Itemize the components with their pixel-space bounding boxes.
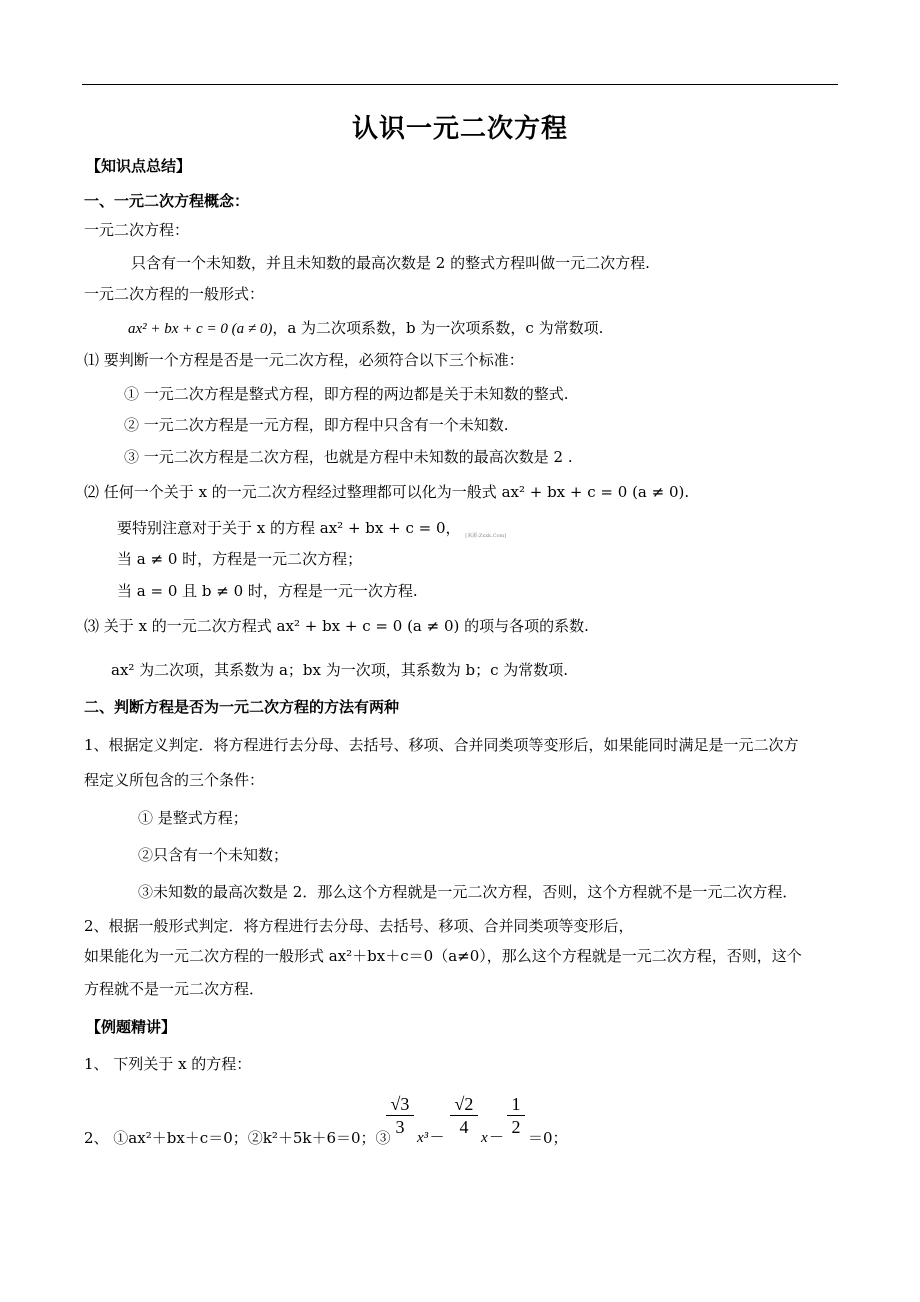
method-2-line-b: 如果能化为一元二次方程的一般形式 ax²＋bx＋c＝0（a≠0），那么这个方程就是一元二次方程，否则，这个	[84, 947, 802, 965]
point-2-number: ⑵	[84, 483, 100, 501]
fraction-3-denominator: 2	[511, 1117, 521, 1137]
fraction-1-numerator: √3	[390, 1094, 410, 1114]
point-2-text: 任何一个关于 x 的一元二次方程经过整理都可以化为一般式 ax² + bx + c = 0 (a ≠ 0).	[103, 483, 690, 501]
method-2-line-c: 方程就不是一元二次方程．	[84, 980, 265, 998]
point-3-text: 关于 x 的一元二次方程式 ax² + bx + c = 0 (a ≠ 0) 的项与各项的系数.	[103, 617, 589, 635]
point-1	[84, 350, 524, 370]
definition-text: 只含有一个未知数，并且未知数的最高次数是 2 的整式方程叫做一元二次方程.	[131, 254, 650, 272]
general-form-label: 一元二次方程的一般形式：	[84, 285, 265, 303]
fraction-1-over-2	[507, 1094, 525, 1137]
term-x: x－	[481, 1130, 503, 1146]
fraction-1-denominator: 3	[395, 1117, 405, 1137]
method-1-condition-2: ②只含有一个未知数；	[138, 846, 289, 864]
term-equals-zero: ＝0；	[528, 1129, 568, 1147]
example-1: 1、 下列关于 x 的方程：	[84, 1055, 252, 1073]
section-2-heading: 二、判断方程是否为一元二次方程的方法有两种	[84, 698, 400, 716]
general-form-description: ，a 为二次项系数，b 为一次项系数，c 为常数项.	[272, 319, 604, 337]
page-title: 认识一元二次方程	[351, 114, 568, 144]
definition-label: 一元二次方程：	[84, 221, 190, 239]
point-3-number: ⑶	[84, 617, 100, 635]
fraction-1-bar	[386, 1115, 414, 1116]
note-a-text: 要特别注意对于关于 x 的方程 ax² + bx + c = 0，	[117, 519, 461, 537]
point-2	[84, 482, 689, 502]
section-knowledge-summary: 【知识点总结】	[86, 157, 192, 175]
note-line-a	[117, 518, 506, 546]
header-rule	[82, 84, 838, 85]
fraction-2-numerator: √2	[454, 1094, 474, 1114]
section-examples: 【例题精讲】	[86, 1018, 177, 1036]
point-3-detail: ax² 为二次项，其系数为 a；bx 为一次项，其系数为 b；c 为常数项.	[111, 661, 569, 679]
term-x-cubed: x³－	[417, 1130, 444, 1146]
fraction-sqrt2-over-4	[450, 1094, 478, 1137]
method-1-line-b: 程定义所包含的三个条件：	[84, 771, 265, 789]
fraction-2-bar	[450, 1115, 478, 1116]
note-line-b: 当 a ≠ 0 时，方程是一元二次方程；	[117, 550, 363, 568]
fraction-2-denominator: 4	[459, 1117, 469, 1137]
general-form-line	[128, 318, 603, 339]
example-2-prefix: 2、 ①ax²＋bx＋c＝0；②k²＋5k＋6＝0；③	[84, 1129, 391, 1147]
point-1-number: ⑴	[84, 351, 100, 369]
point-1-text: 要判断一个方程是否是一元二次方程，必须符合以下三个标准：	[103, 351, 524, 369]
section-1-heading: 一、一元二次方程概念：	[84, 192, 250, 210]
point-3	[84, 616, 589, 636]
fraction-3-numerator: 1	[511, 1094, 521, 1114]
method-1-condition-3: ③未知数的最高次数是 2．那么这个方程就是一元二次方程，否则，这个方程就不是一元二次方程．	[138, 883, 798, 901]
method-1-line-a: 1、根据定义判定．将方程进行去分母、去括号、移项、合并同类项等变形后，如果能同时满足是一元二次方	[84, 736, 799, 754]
criterion-3: ③ 一元二次方程是二次方程，也就是方程中未知数的最高次数是 2 .	[124, 448, 573, 466]
method-2-line-a: 2、根据一般形式判定．将方程进行去分母、去括号、移项、合并同类项等变形后，	[84, 917, 634, 935]
fraction-3-bar	[507, 1115, 525, 1116]
general-form-formula: ax² + bx + c = 0 (a ≠ 0)	[128, 321, 273, 337]
method-1-condition-1: ① 是整式方程；	[138, 809, 248, 827]
source-watermark: [来源:Zxxk.Com]	[465, 533, 507, 539]
criterion-2: ② 一元二次方程是一元方程，即方程中只含有一个未知数.	[124, 416, 509, 434]
criterion-1: ① 一元二次方程是整式方程，即方程的两边都是关于未知数的整式.	[124, 385, 569, 403]
fraction-sqrt3-over-3	[386, 1094, 414, 1137]
note-line-c: 当 a = 0 且 b ≠ 0 时，方程是一元一次方程.	[117, 582, 418, 600]
